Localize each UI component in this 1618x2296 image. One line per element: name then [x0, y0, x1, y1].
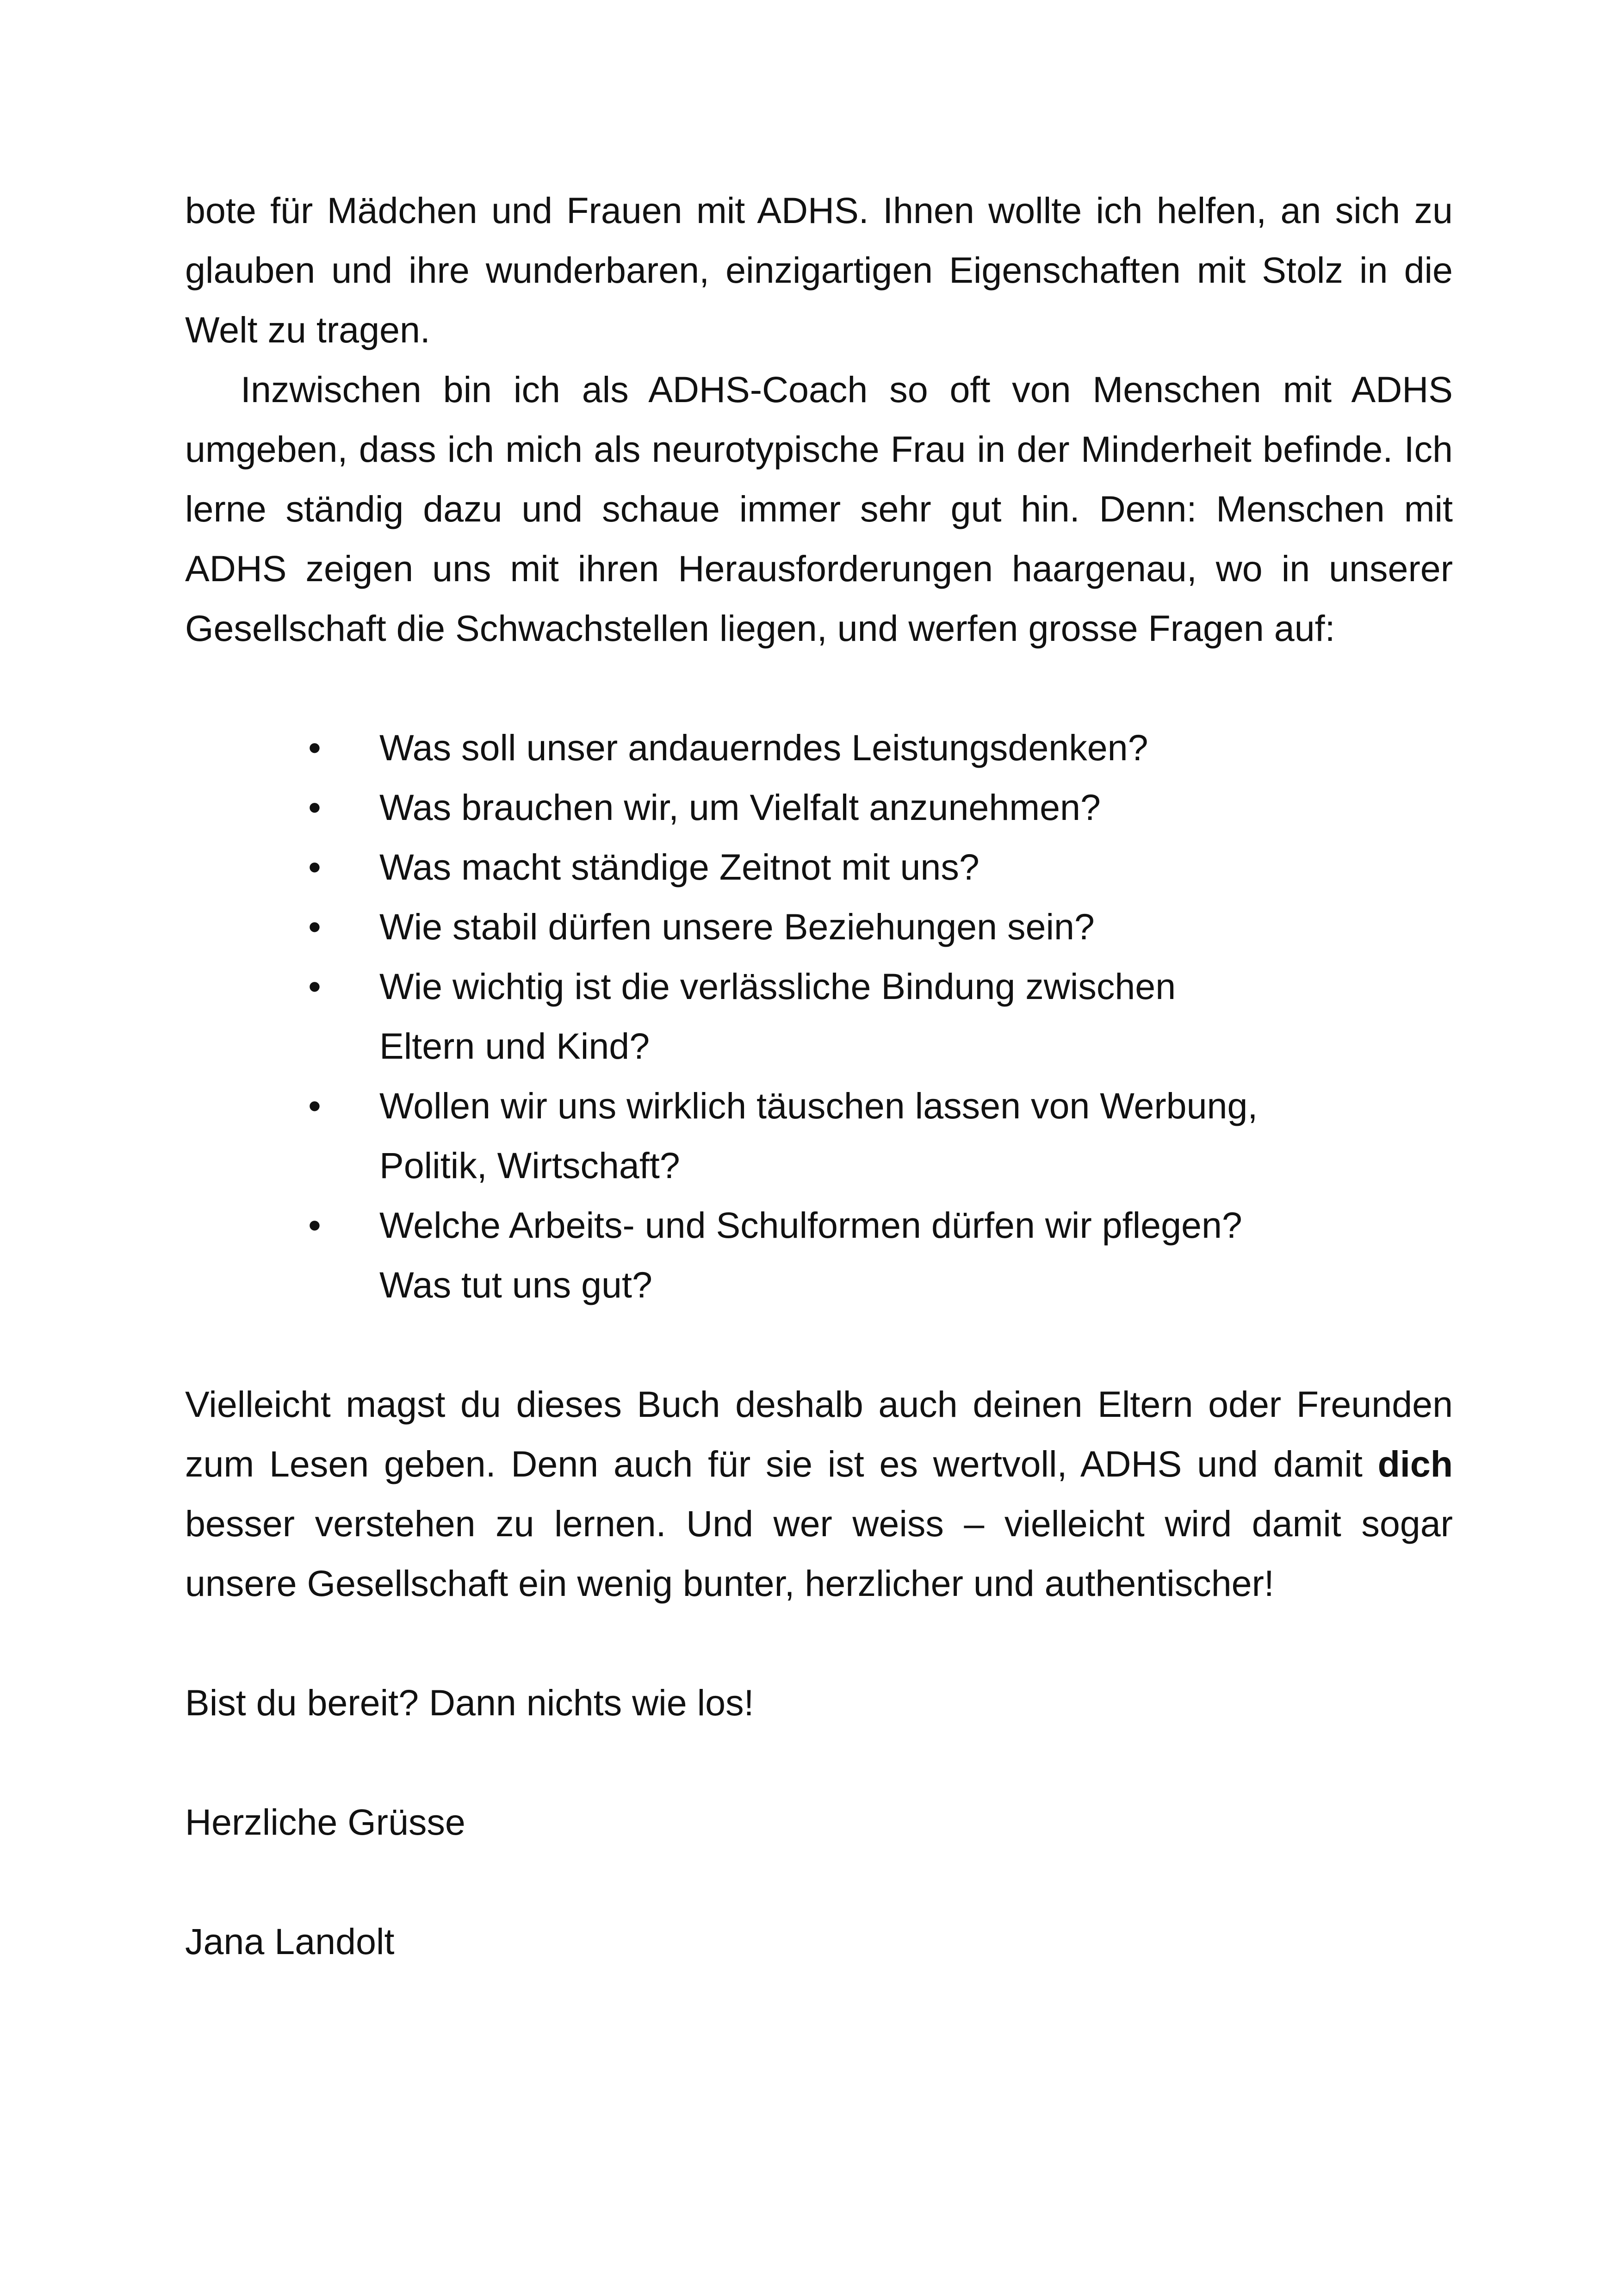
- list-item-text: Was soll unser andauerndes Leistungsdenken?: [379, 727, 1148, 768]
- list-item: [308, 1076, 1453, 1195]
- closing-greeting: Herzliche Grüsse: [185, 1801, 465, 1843]
- list-item-text: Wollen wir uns wirklich täuschen lassen von Werbung,: [379, 1085, 1258, 1126]
- author-signature: Jana Landolt: [185, 1921, 395, 1962]
- list-item-text: Was brauchen wir, um Vielfalt anzunehmen?: [379, 787, 1101, 828]
- list-item: [308, 777, 1453, 837]
- emphasis-dich: dich: [1377, 1443, 1453, 1484]
- paragraph-text-start: Vielleicht magst du dieses Buch deshalb auch deinen Eltern oder Freunden zum Lesen geben. Denn auch für sie ist es wertvoll, ADHS und damit: [185, 1384, 1453, 1484]
- list-item-text: Wie wichtig ist die verlässliche Bindung zwischen: [379, 966, 1176, 1007]
- list-item: [308, 837, 1453, 897]
- list-item-text: Wie stabil dürfen unsere Beziehungen sein?: [379, 906, 1095, 947]
- list-item-text-continued: Was tut uns gut?: [379, 1264, 652, 1305]
- list-item: [308, 718, 1453, 777]
- paragraph-adhs-coach: Inzwischen bin ich als ADHS-Coach so oft von Menschen mit ADHS umgeben, dass ich mich als neurotypische Frau in der Minderheit befinde. Ich lerne ständig dazu und schaue immer sehr gut hin. Denn: Menschen mit ADHS zeigen uns mit ihren Herausforderungen haargenau, wo in unserer Gesellschaft die Schwachstellen liegen, und werfen grosse Fragen auf:: [185, 369, 1453, 649]
- question-list: [185, 718, 1453, 1315]
- paragraph-ready: Bist du bereit? Dann nichts wie los!: [185, 1682, 754, 1723]
- list-item: [308, 1195, 1453, 1315]
- list-item-text-continued: Eltern und Kind?: [379, 1025, 650, 1067]
- list-item-text-continued: Politik, Wirtschaft?: [379, 1145, 680, 1186]
- list-item-text: Welche Arbeits- und Schulformen dürfen wir pflegen?: [379, 1204, 1242, 1246]
- bullet-icon: •: [308, 1085, 321, 1126]
- bullet-icon: •: [308, 787, 321, 828]
- paragraph-intro-end: bote für Mädchen und Frauen mit ADHS. Ihnen wollte ich helfen, an sich zu glauben und ihre wunderbaren, einzigartigen Eigenschaften mit Stolz in die Welt zu tragen.: [185, 190, 1453, 350]
- bullet-icon: •: [308, 1204, 321, 1246]
- bullet-icon: •: [308, 906, 321, 947]
- bullet-icon: •: [308, 846, 321, 887]
- list-item: [308, 956, 1453, 1076]
- list-item-text: Was macht ständige Zeitnot mit uns?: [379, 846, 979, 887]
- document-page: [185, 180, 1453, 1971]
- bullet-icon: •: [308, 966, 321, 1007]
- bullet-icon: •: [308, 727, 321, 768]
- paragraph-text-end: besser verstehen zu lernen. Und wer weiss – vielleicht wird damit sogar unsere Gesellschaft ein wenig bunter, herzlicher und authentischer!: [185, 1503, 1453, 1604]
- paragraph-share-book: [185, 1374, 1453, 1613]
- list-item: [308, 897, 1453, 956]
